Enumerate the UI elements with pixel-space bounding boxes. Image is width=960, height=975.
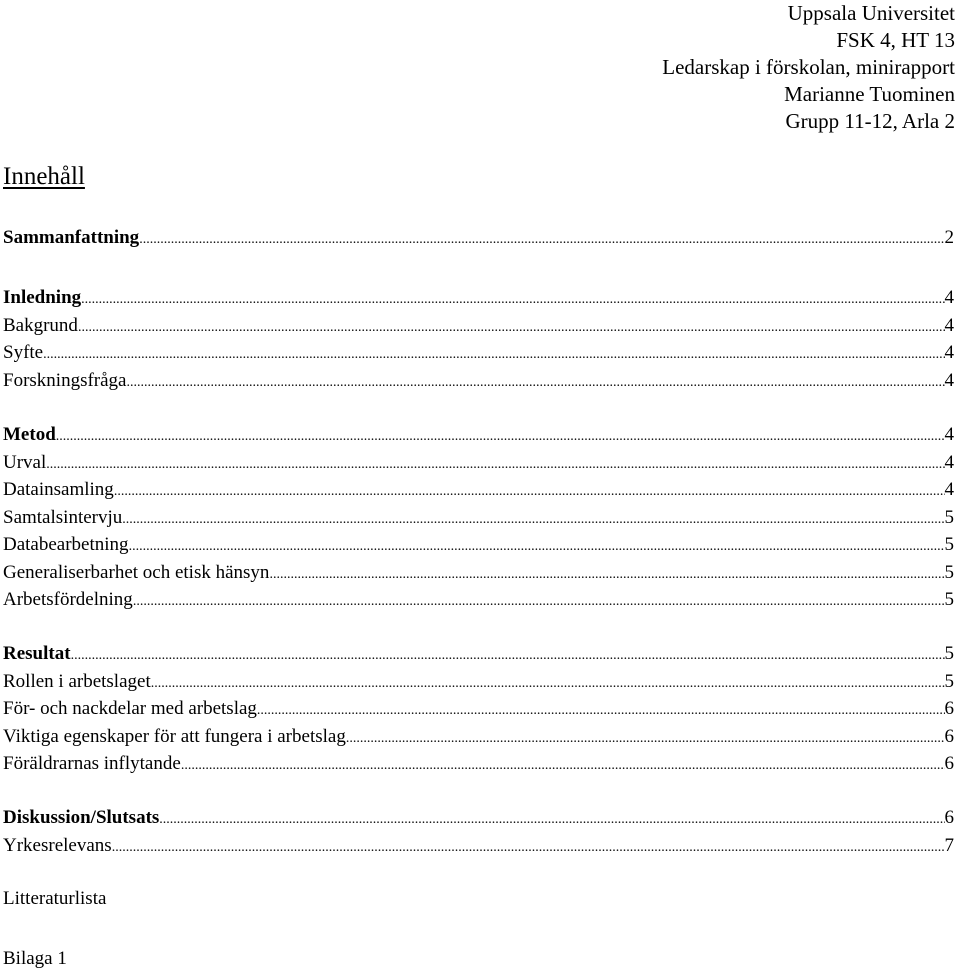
toc-dot-leader [43,341,944,367]
toc-entry-title: Rollen i arbetslaget [3,670,151,692]
toc-page-number: 5 [944,670,954,692]
toc-entry[interactable] [3,312,954,340]
toc-dot-leader [114,478,945,504]
toc-group-discussion [3,804,954,859]
toc-entry-title: Föräldrarnas inflytande [3,753,181,774]
toc-page-number: 5 [944,643,954,664]
toc-entry[interactable] [3,367,954,395]
toc-dot-leader [129,533,945,559]
toc-entry-title: Arbetsfördelning [3,589,133,610]
toc-entry-title: Samtalsintervju [3,506,123,528]
toc-page-number: 7 [944,834,954,856]
toc-entry[interactable] [3,284,954,312]
toc-heading: Innehåll [3,163,85,190]
toc-page-number: 5 [944,589,954,610]
toc-entry-title: Sammanfattning [3,227,140,248]
toc-entry-title: Viktiga egenskaper för att fungera i arbetslag [3,725,346,747]
toc-dot-leader [257,697,945,723]
toc-entry[interactable] [3,640,954,668]
toc-entry-title: Diskussion/Slutsats [3,807,160,828]
toc-entry-title: Syfte [3,342,44,363]
report-title: Ledarskap i förskolan, minirapport [662,55,955,79]
toc-dot-leader [126,369,944,395]
toc-page-number: 4 [944,451,954,473]
toc-entry-title: Yrkesrelevans [3,834,112,856]
toc-entry[interactable] [3,449,954,477]
toc-group-introduction [3,284,954,394]
toc-entry-title: Inledning [3,287,82,308]
toc-entry[interactable] [3,695,954,723]
toc-page-number: 4 [944,479,954,500]
toc-entry[interactable] [3,723,954,751]
toc-page-number: 6 [944,725,954,747]
toc-entry-bilaga[interactable]: Bilaga 1 [3,948,67,969]
toc-entry-title: Generaliserbarhet och etisk hänsyn [3,561,270,583]
toc-entry[interactable] [3,476,954,504]
toc-page-number: 6 [944,753,954,774]
toc-page-number: 2 [944,227,954,248]
toc-page-number: 4 [944,424,954,445]
toc-entry-title: För- och nackdelar med arbetslag [3,698,257,719]
toc-dot-leader [159,806,944,832]
toc-dot-leader [269,561,944,587]
toc-entry[interactable] [3,668,954,696]
toc-dot-leader [181,752,945,778]
toc-entry[interactable] [3,504,954,532]
toc-page-number: 4 [944,342,954,363]
toc-entry[interactable] [3,750,954,778]
toc-group-results [3,640,954,778]
toc-entry[interactable] [3,804,954,832]
group-name: Grupp 11-12, Arla 2 [785,109,955,133]
toc-entry-title: Forskningsfråga [3,369,127,391]
toc-entry[interactable] [3,586,954,614]
course-code: FSK 4, HT 13 [836,28,955,52]
toc-dot-leader [133,588,945,614]
toc-entry[interactable] [3,531,954,559]
toc-page-number: 6 [944,698,954,719]
toc-dot-leader [112,834,945,860]
toc-dot-leader [151,670,945,696]
document-header [662,0,955,135]
toc-dot-leader [81,286,944,312]
toc-entry-title: Resultat [3,643,71,664]
toc-dot-leader [122,506,944,532]
toc-page-number: 4 [944,369,954,391]
university-name: Uppsala Universitet [787,1,955,25]
toc-dot-leader [139,226,944,252]
toc-page-number: 6 [944,807,954,828]
toc-dot-leader [56,423,945,449]
toc-page-number: 5 [944,534,954,555]
toc-group-method [3,421,954,614]
toc-entry[interactable] [3,421,954,449]
toc-dot-leader [346,725,945,751]
toc-entry[interactable] [3,224,954,252]
toc-page-number: 4 [944,287,954,308]
toc-dot-leader [78,314,945,340]
toc-group-summary [3,224,954,252]
toc-entry-title: Databearbetning [3,534,129,555]
toc-dot-leader [46,451,944,477]
toc-entry-litteraturlista[interactable]: Litteraturlista [3,888,107,909]
toc-entry[interactable] [3,339,954,367]
toc-entry[interactable] [3,832,954,860]
toc-entry-title: Datainsamling [3,479,114,500]
toc-page-number: 5 [944,561,954,583]
toc-page-number: 4 [944,314,954,336]
toc-entry[interactable] [3,559,954,587]
toc-dot-leader [71,642,945,668]
toc-page-number: 5 [944,506,954,528]
toc-entry-title: Urval [3,451,47,473]
author-name: Marianne Tuominen [784,82,955,106]
toc-entry-title: Bakgrund [3,314,78,336]
toc-entry-title: Metod [3,424,56,445]
